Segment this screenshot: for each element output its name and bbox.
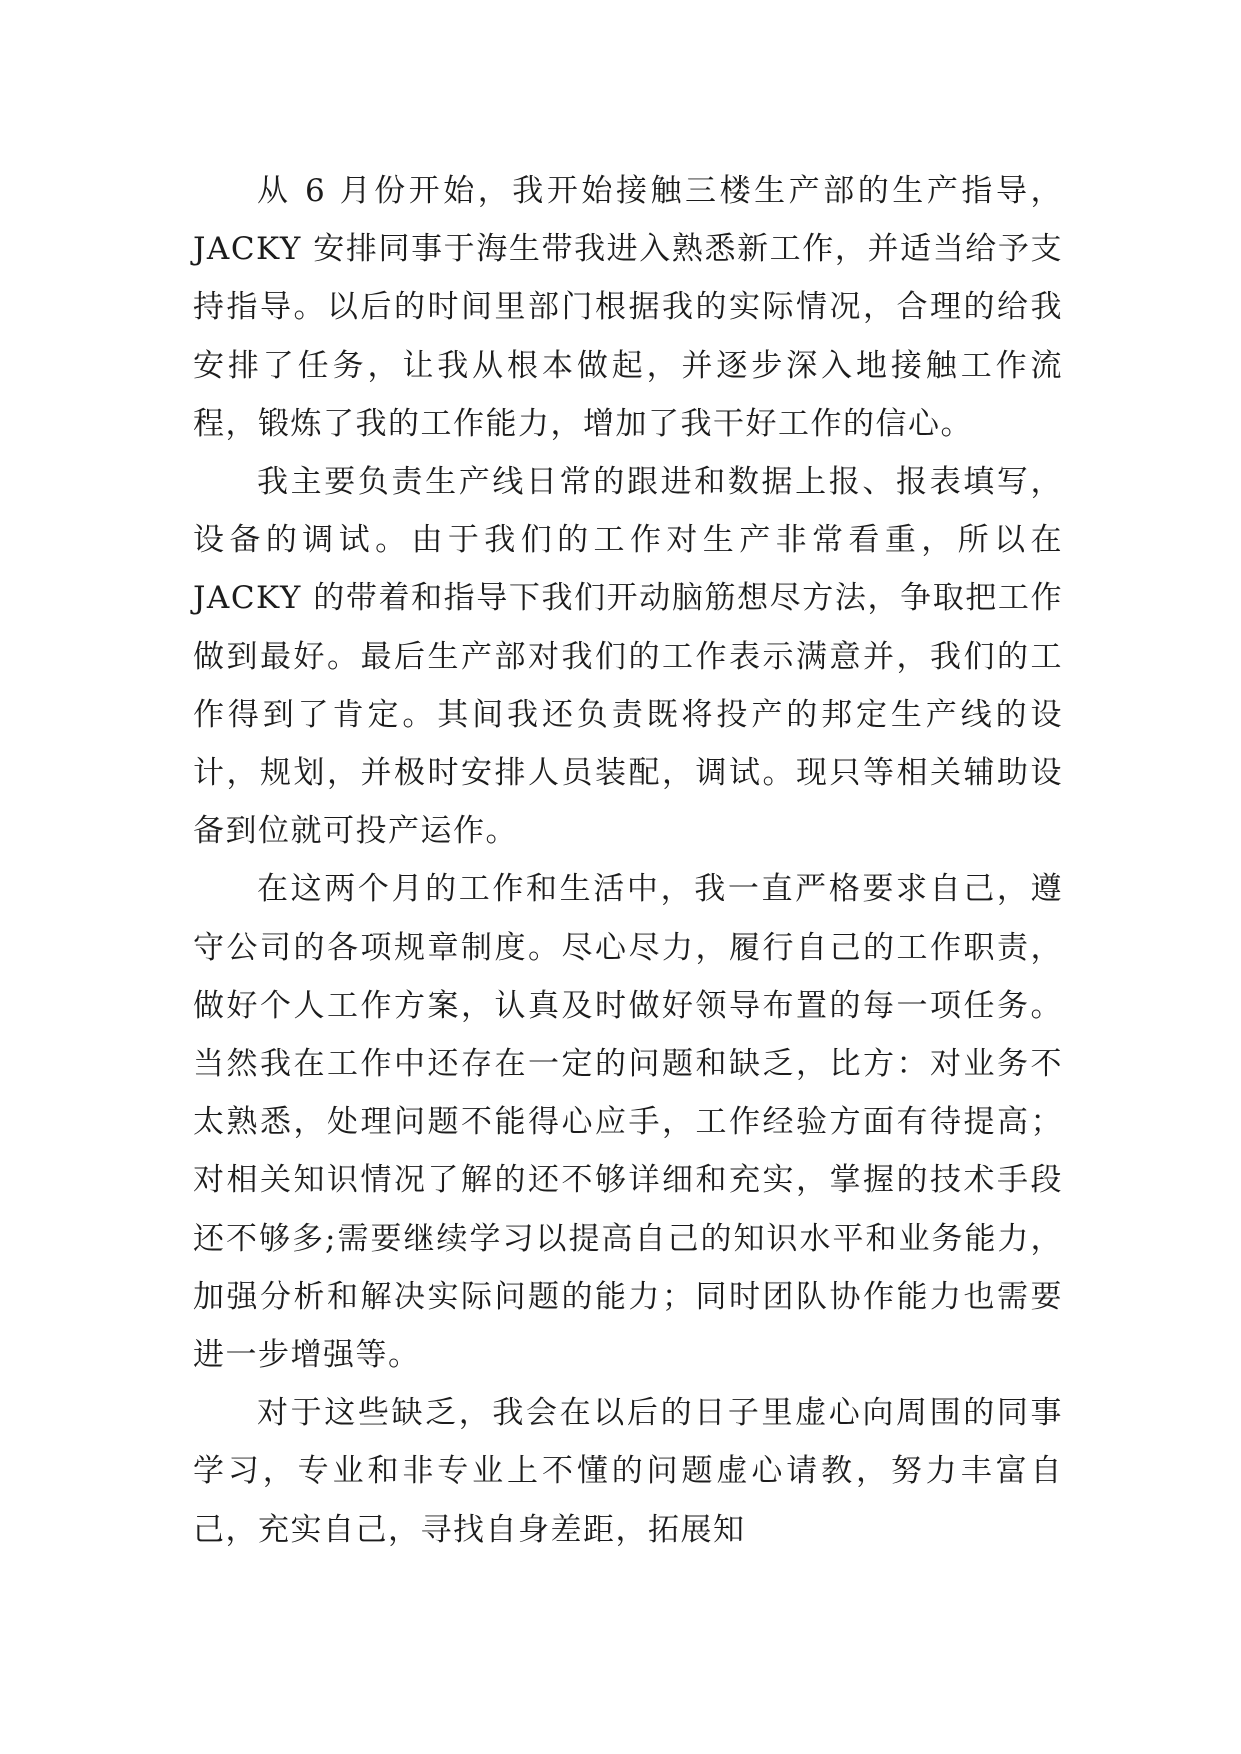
paragraph-1: 从 6 月份开始，我开始接触三楼生产部的生产指导，JACKY 安排同事于海生带我进入熟悉新工作，并适当给予支持指导。以后的时间里部门根据我的实际情况，合理的给我安排了任务，让我从根本做起，并逐步深入地接触工作流程，锻炼了我的工作能力，增加了我干好工作的信心。 (193, 173, 1063, 442)
document-body (193, 162, 1063, 1559)
paragraph-2: 我主要负责生产线日常的跟进和数据上报、报表填写，设备的调试。由于我们的工作对生产非常看重，所以在 JACKY 的带着和指导下我们开动脑筋想尽方法，争取把工作做到最好。最后生产部对我们的工作表示满意并，我们的工作得到了肯定。其间我还负责既将投产的邦定生产线的设计，规划，并极时安排人员装配，调试。现只等相关辅助设备到位就可投产运作。 (193, 464, 1063, 850)
paragraph-4: 对于这些缺乏，我会在以后的日子里虚心向周围的同事学习，专业和非专业上不懂的问题虚心请教，努力丰富自己，充实自己，寻找自身差距，拓展知 (193, 1395, 1063, 1548)
paragraph-3: 在这两个月的工作和生活中，我一直严格要求自己，遵守公司的各项规章制度。尽心尽力，履行自己的工作职责，做好个人工作方案，认真及时做好领导布置的每一项任务。当然我在工作中还存在一定的问题和缺乏，比方：对业务不太熟悉，处理问题不能得心应手，工作经验方面有待提高；对相关知识情况了解的还不够详细和充实，掌握的技术手段还不够多;需要继续学习以提高自己的知识水平和业务能力，加强分析和解决实际问题的能力；同时团队协作能力也需要进一步增强等。 (193, 871, 1063, 1374)
